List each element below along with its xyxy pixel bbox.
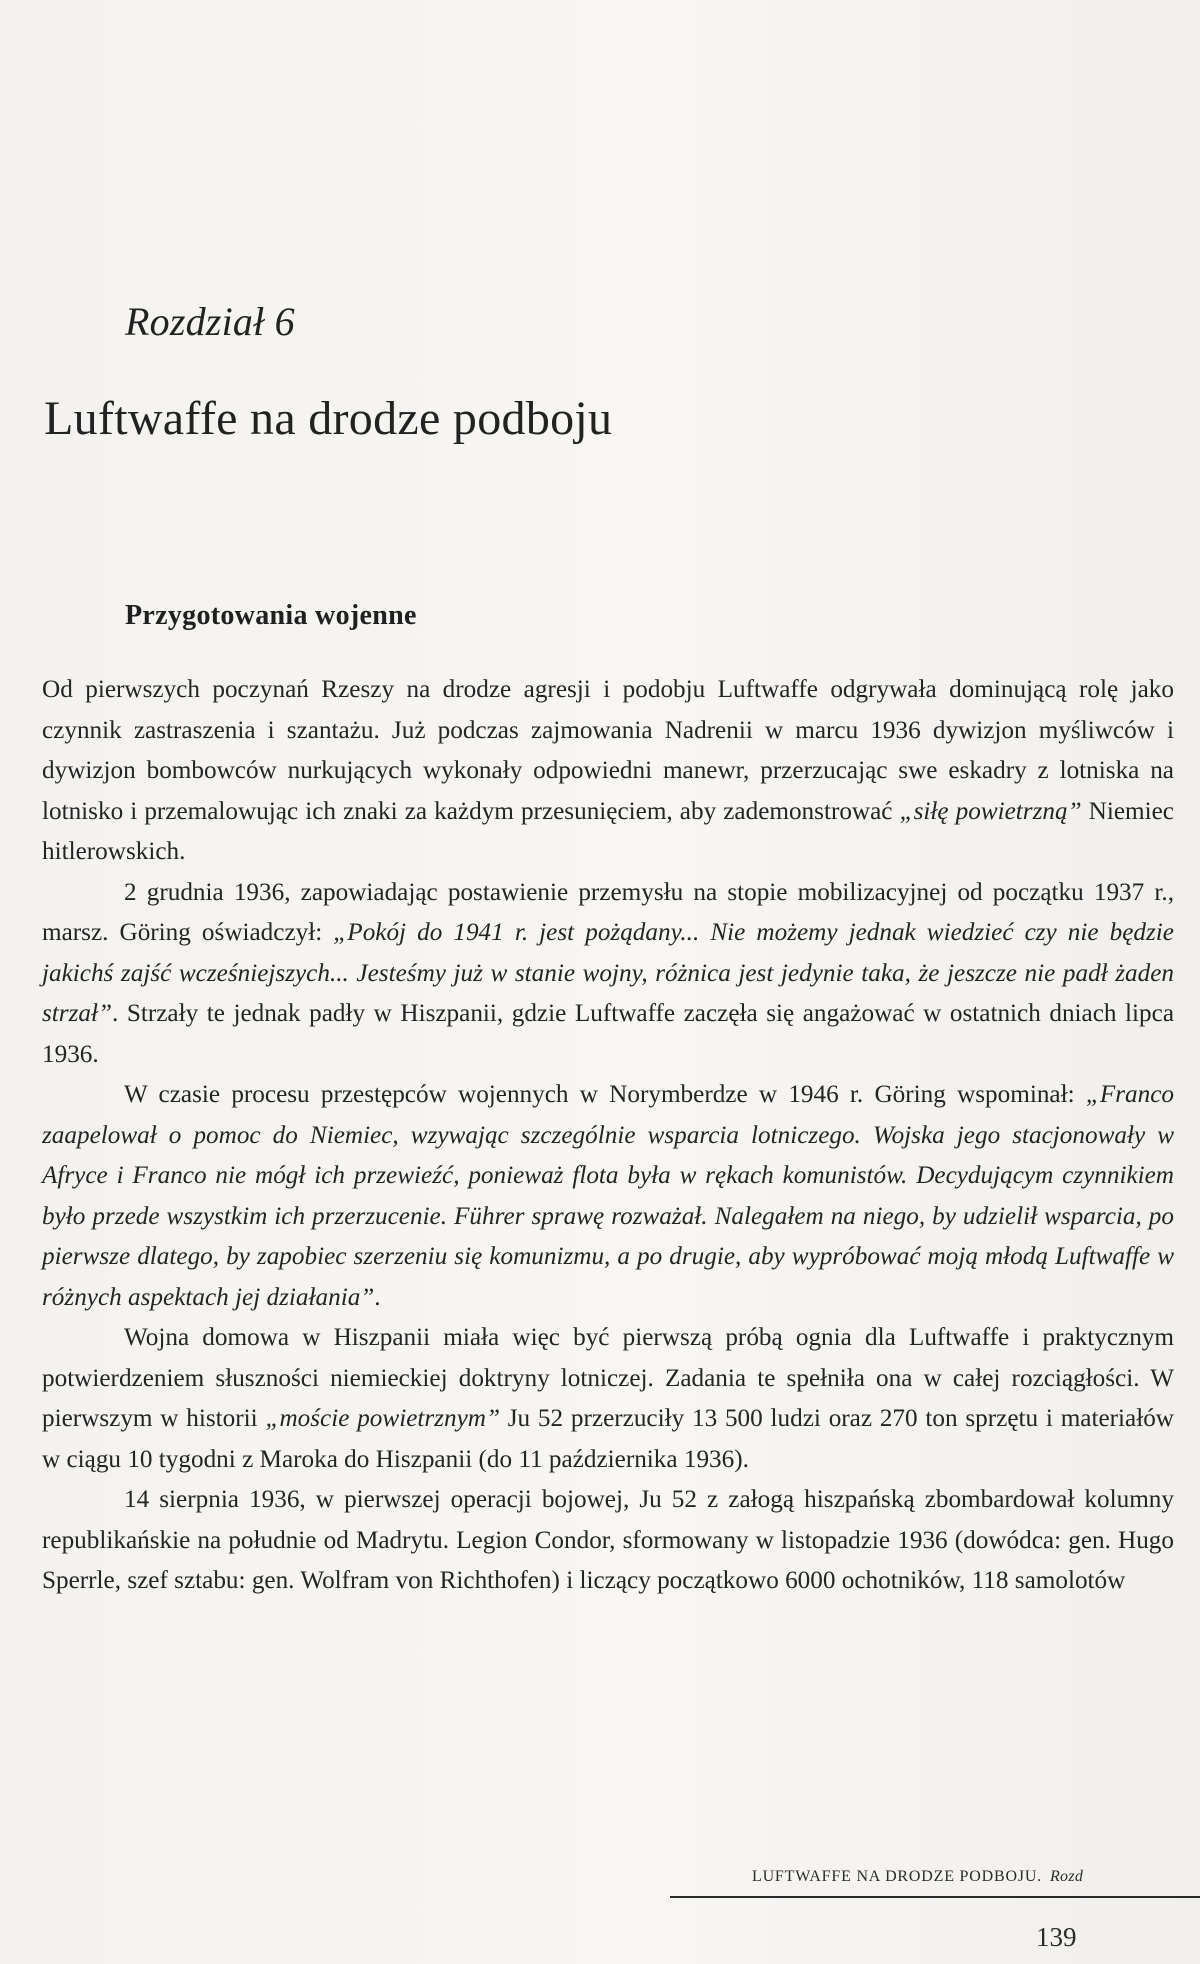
paragraph-1 <box>42 670 1174 873</box>
running-head <box>752 1868 1200 1886</box>
paragraph-text: W czasie procesu przestępców wojennych w Norymberdze w 1946 r. Göring wspominał: <box>124 1081 1086 1108</box>
paragraph-text: 2 grudnia 1936, zapowiadając postawienie przemysłu na stopie mobilizacyjnej od początku 1937 r., marsz. Göring oświadczył: <box>42 878 1174 946</box>
chapter-label: Rozdział 6 <box>125 299 295 344</box>
paragraph-text: Niemiec hitlerowskich. <box>42 797 1174 865</box>
body-text <box>42 670 1174 1602</box>
quoted-statement: „Pokój do 1941 r. jest pożądany... Nie możemy jednak wiedzieć czy nie będzie jakichś zajść wcześniejszych... Jesteśmy już w stanie wojny, różnica jest jedynie taka, że jeszcze nie padł żaden strzał” <box>42 919 1174 1027</box>
paragraph-text: Wojna domowa w Hiszpanii miała więc być pierwszą próbą ognia dla Luftwaffe i praktycznym potwierdzeniem słuszności niemieckiej doktryny lotniczej. Zadania te spełniła ona w całej rozciągłości. W pierwszym w historii <box>42 1324 1174 1432</box>
paragraph-text: Ju 52 przerzuciły 13 500 ludzi oraz 270 ton sprzętu i materiałów w ciągu 10 tygodni z Maroka do Hiszpanii (do 11 października 1936). <box>42 1405 1174 1473</box>
paragraph-text: . <box>374 1283 381 1311</box>
quoted-statement: „Franco zaapelował o pomoc do Niemiec, wzywając szczególnie wsparcia lotniczego. Wojska jego stacjonowały w Afryce i Franco nie mógł ich przewieźć, ponieważ flota była w rękach komunistów. Decydującym czynnikiem było przede wszystkim ich przerzucenie. Führer sprawę rozważał. Nalegałem na niego, by udzielił wsparcia, po pierwsze dlatego, by zapobiec szerzeniu się komunizmu, a po drugie, aby wypróbować moją młodą Luftwaffe w różnych aspektach jej działania” <box>42 1081 1174 1311</box>
page-number: 139 <box>1036 1922 1077 1952</box>
paragraph-text: Od pierwszych poczynań Rzeszy na drodze agresji i podobju Luftwaffe odgrywała dominującą rolę jako czynnik zastraszenia i szantażu. Już podczas zajmowania Nadrenii w marcu 1936 dywizjon myśliwców i dywizjon bombowców nurkujących wykonały odpowiedni manewr, przerzucając swe eskadry z lotniska na lotnisko i przemalowując ich znaki za każdym przesunięciem, aby zademonstrować <box>42 676 1174 825</box>
paragraph-4 <box>42 1318 1174 1480</box>
paragraph-text: 14 sierpnia 1936, w pierwszej operacji bojowej, Ju 52 z załogą hiszpańską zbombardował kolumny republikańskie na południe od Madrytu. Legion Condor, sformowany w listopadzie 1936 (dowódca: gen. Hugo Sperrle, szef sztabu: gen. Wolfram von Richthofen) i liczący początkowo 6000 ochotników, 118 samolotów <box>42 1486 1174 1594</box>
paragraph-3 <box>42 1075 1174 1318</box>
quoted-phrase: „siłę powietrzną” <box>899 797 1082 825</box>
paragraph-text: . Strzały te jednak padły w Hiszpanii, gdzie Luftwaffe zaczęła się angażować w ostatnich dniach lipca 1936. <box>42 1000 1174 1068</box>
running-head-title: LUFTWAFFE NA DRODZE PODBOJU. <box>752 1868 1042 1885</box>
paragraph-5 <box>42 1480 1174 1602</box>
footer-rule <box>670 1896 1200 1898</box>
quoted-phrase: „moście powietrznym” <box>265 1405 500 1432</box>
section-heading: Przygotowania wojenne <box>125 600 417 631</box>
running-head-suffix: Rozd <box>1049 1868 1084 1885</box>
paragraph-2 <box>42 873 1174 1076</box>
chapter-title: Luftwaffe na drodze podboju <box>44 392 613 445</box>
